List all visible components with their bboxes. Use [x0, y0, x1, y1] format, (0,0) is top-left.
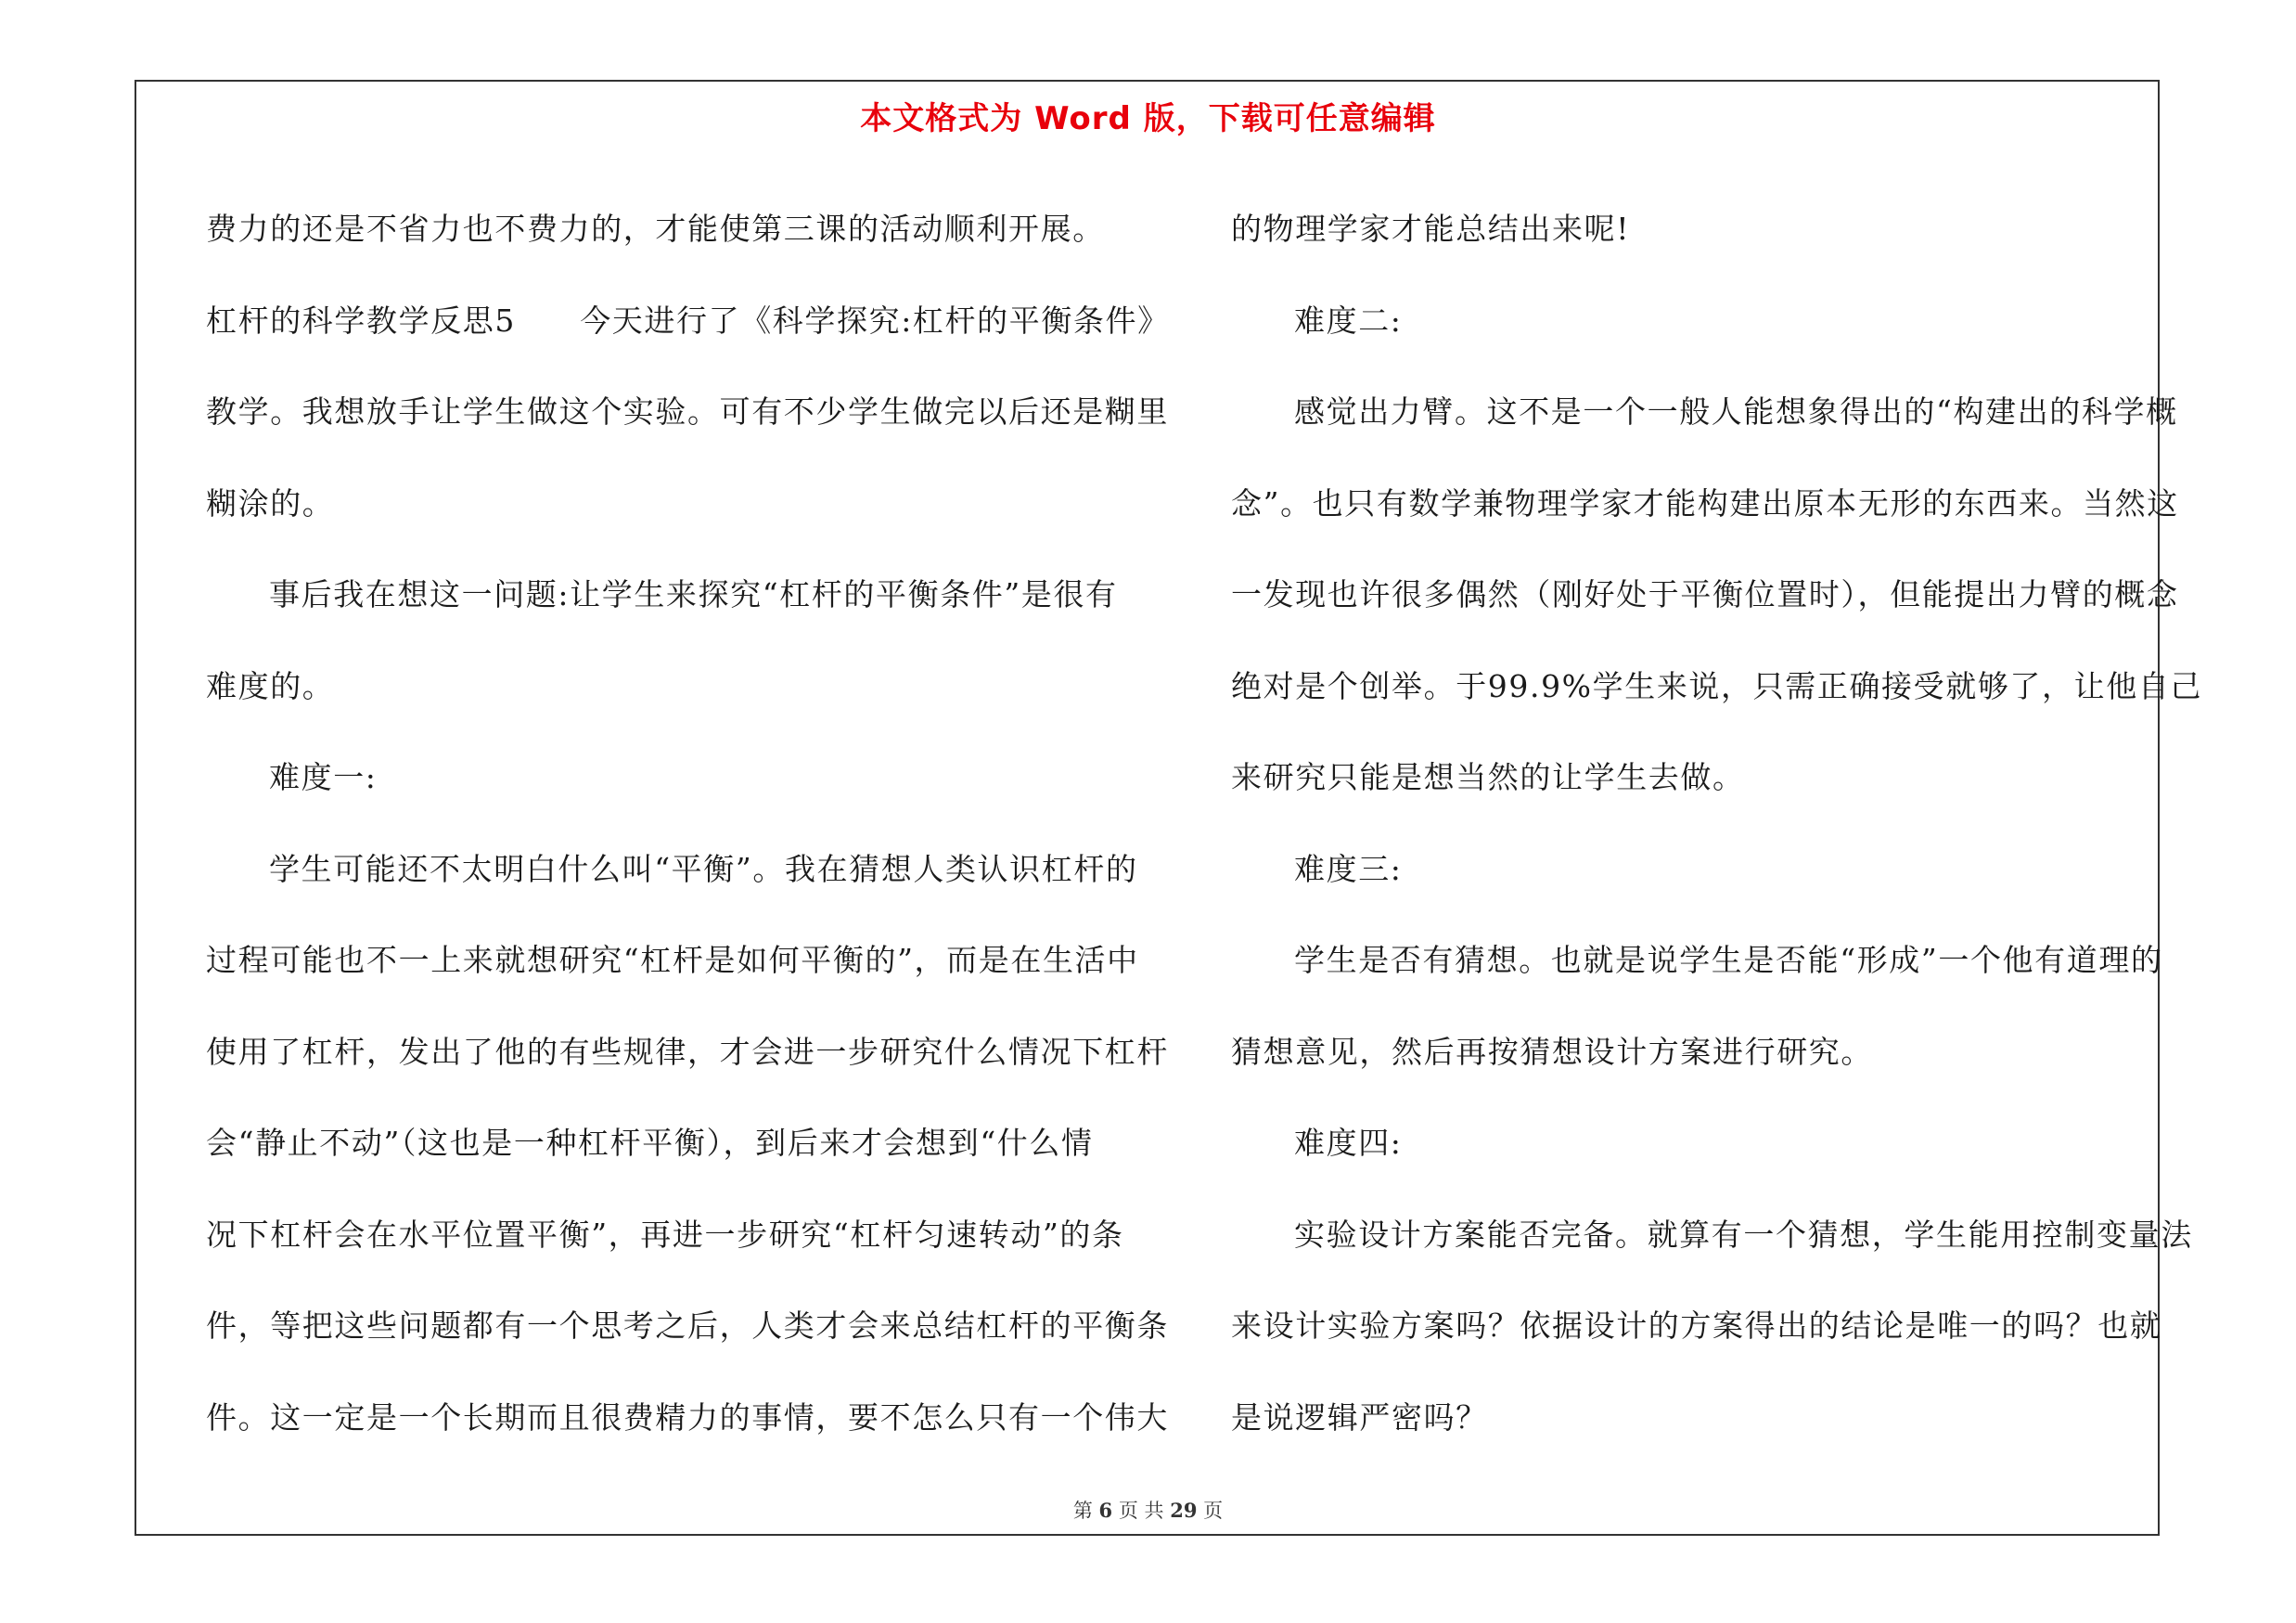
- format-banner: 本文格式为 Word 版，下载可任意编辑: [860, 100, 1436, 137]
- text-line: 实验设计方案能否完备。就算有一个猜想，学生能用控制变量法: [1294, 1216, 2193, 1253]
- text-line: 况下杠杆会在水平位置平衡”，再进一步研究“杠杆匀速转动”的条: [206, 1216, 1124, 1253]
- text-line: 一发现也许很多偶然（刚好处于平衡位置时），但能提出力臂的概念: [1231, 576, 2179, 612]
- text-line: 的物理学家才能总结出来呢!: [1231, 211, 1631, 247]
- text-line: 学生可能还不太明白什么叫“平衡”。我在猜想人类认识杠杆的: [269, 850, 1138, 887]
- text-line: 来研究只能是想当然的让学生去做。: [1231, 759, 1745, 795]
- text-line: 难度的。: [206, 667, 335, 704]
- text-line: 杠杆的科学教学反思5 今天进行了《科学探究:杠杆的平衡条件》: [206, 302, 1170, 339]
- text-line: 学生是否有猜想。也就是说学生是否能“形成”一个他有道理的: [1294, 942, 2163, 978]
- text-line: 会“静止不动”（这也是一种杠杆平衡），到后来才会想到“什么情: [206, 1125, 1094, 1161]
- current-page-number: 6: [1098, 1499, 1113, 1522]
- text-line: 念”。也只有数学兼物理学家才能构建出原本无形的东西来。当然这: [1231, 484, 2179, 522]
- right-text-column: [1231, 184, 2203, 1463]
- text-line: 使用了杠杆，发出了他的有些规律，才会进一步研究什么情况下杠杆: [206, 1033, 1169, 1070]
- text-line: 糊涂的。: [206, 484, 335, 522]
- text-line: 难度二:: [1294, 302, 1403, 339]
- footer-middle: 页 共: [1118, 1500, 1164, 1522]
- text-line: 绝对是个创举。于99.9%学生来说，只需正确接受就够了，让他自己: [1231, 667, 2203, 704]
- text-line: 教学。我想放手让学生做这个实验。可有不少学生做完以后还是糊里: [206, 393, 1169, 430]
- text-line: 难度一:: [269, 759, 378, 795]
- page-footer: [0, 1496, 2296, 1524]
- text-line: 是说逻辑严密吗？: [1231, 1398, 1488, 1436]
- text-line: 件。这一定是一个长期而且很费精力的事情，要不怎么只有一个伟大: [206, 1398, 1169, 1436]
- text-line: 难度四:: [1294, 1125, 1403, 1161]
- text-line: 事后我在想这一问题:让学生来探究“杠杆的平衡条件”是很有: [269, 576, 1118, 612]
- footer-suffix: 页: [1203, 1500, 1224, 1522]
- text-line: 猜想意见，然后再按猜想设计方案进行研究。: [1231, 1033, 1873, 1070]
- text-line: 来设计实验方案吗？依据设计的方案得出的结论是唯一的吗？也就: [1231, 1307, 2162, 1344]
- left-text-column: [206, 184, 1170, 1463]
- text-line: 难度三:: [1294, 850, 1403, 887]
- text-line: 过程可能也不一上来就想研究“杠杆是如何平衡的”，而是在生活中: [206, 942, 1139, 978]
- text-line: 费力的还是不省力也不费力的，才能使第三课的活动顺利开展。: [206, 211, 1105, 247]
- footer-prefix: 第: [1072, 1500, 1093, 1522]
- text-line: 件，等把这些问题都有一个思考之后，人类才会来总结杠杆的平衡条: [206, 1307, 1169, 1344]
- text-line: 感觉出力臂。这不是一个一般人能想象得出的“构建出的科学概: [1294, 393, 2178, 430]
- total-page-count: 29: [1170, 1499, 1198, 1522]
